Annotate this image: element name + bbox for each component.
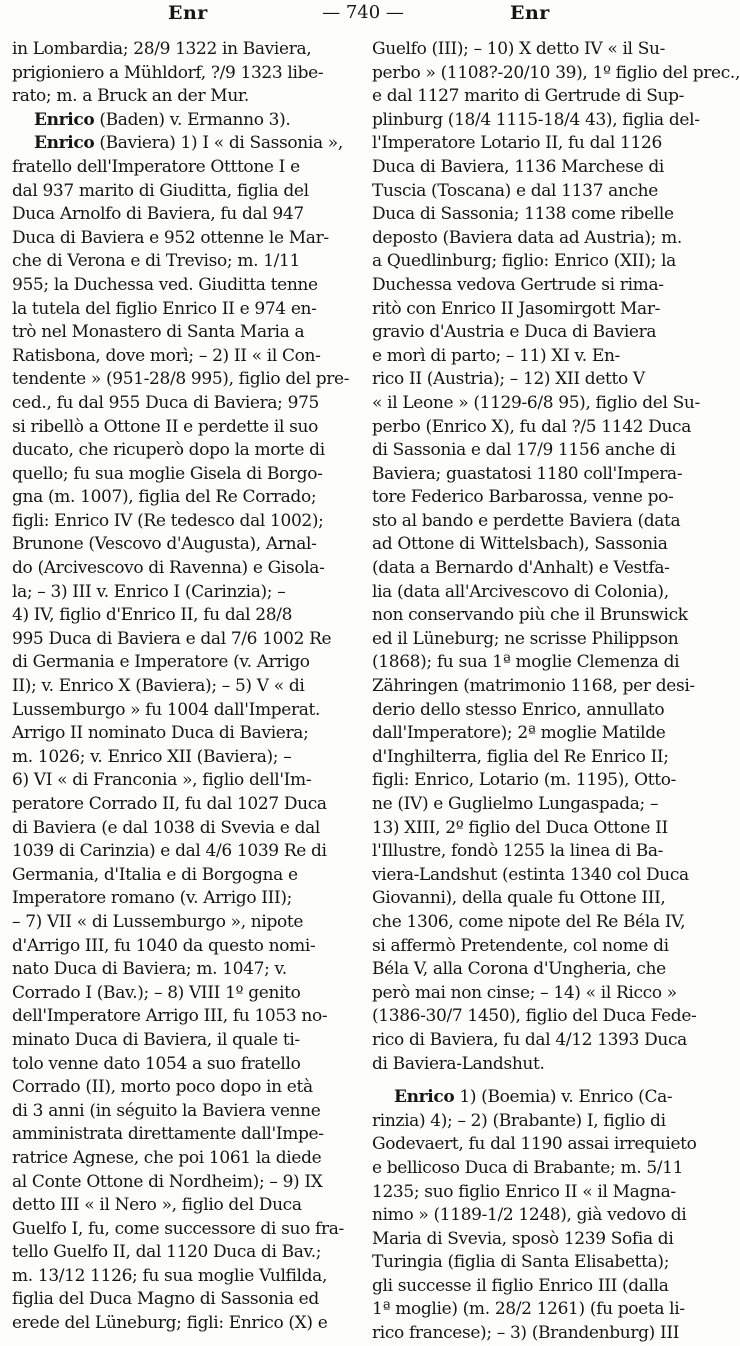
text-line: fratello dell'Imperatore Otttone I e <box>12 156 300 177</box>
text-line: amministrata direttamente dall'Impe- <box>12 1124 324 1145</box>
text-line: Enrico (Baviera) 1) I « di Sassonia », <box>34 133 343 154</box>
text-line: Turingia (figlia di Santa Elisabetta); <box>372 1252 670 1273</box>
text-line: « il Leone » (1129-6/8 95), figlio del Su- <box>372 392 700 413</box>
text-line: la tutela del figlio Enrico II e 974 en- <box>12 298 317 319</box>
header-left-word: Enr <box>168 2 208 24</box>
text-line: e dal 1127 marito di Gertrude di Sup- <box>372 86 685 107</box>
text-line: si ribellò a Ottone II e perdette il suo <box>12 416 318 437</box>
text-line: gli successe il figlio Enrico III (dalla <box>372 1275 669 1296</box>
text-line: Duchessa vedova Gertrude si rima- <box>372 274 664 295</box>
text-line: 13) XIII, 2º figlio del Duca Ottone II <box>372 817 668 838</box>
entry-headword: Enrico <box>394 1087 455 1108</box>
text-line: rato; m. a Bruck an der Mur. <box>12 86 249 107</box>
text-line: Zähringen (matrimonio 1168, per desi- <box>372 676 695 697</box>
text-line: Baviera; guastatosi 1180 coll'Impera- <box>372 463 683 484</box>
entry-headword: Enrico <box>34 109 95 130</box>
text-line: – 7) VII « di Lussemburgo », nipote <box>12 911 304 932</box>
entry-headword: Enrico <box>34 133 95 154</box>
text-line: 1235; suo figlio Enrico II « il Magna- <box>372 1181 676 1202</box>
text-line: Lussemburgo » fu 1004 dall'Imperat. <box>12 699 321 720</box>
text-line: gravio d'Austria e Duca di Baviera <box>372 322 657 343</box>
text-line: deposto (Baviera data ad Austria); m. <box>372 227 682 248</box>
text-line: Guelfo I, fu, come successore di suo fra- <box>12 1218 344 1239</box>
text-line: Maria di Svevia, sposò 1239 Sofia di <box>372 1228 674 1249</box>
text-line: Corrado (II), morto poco dopo in età <box>12 1077 313 1098</box>
text-line: quello; fu sua moglie Gisela di Borgo- <box>12 463 323 484</box>
text-line: erede del Lüneburg; figli: Enrico (X) e <box>12 1313 328 1334</box>
text-line: viera-Landshut (estinta 1340 col Duca <box>372 864 689 885</box>
page-number: — 740 — <box>322 2 404 23</box>
text-line: figli: Enrico IV (Re tedesco dal 1002); <box>12 510 324 531</box>
text-line: Duca Arnolfo di Baviera, fu dal 947 <box>12 204 304 225</box>
text-line: in Lombardia; 28/9 1322 in Baviera, <box>12 39 312 59</box>
text-line: lia (data all'Arcivescovo di Colonia), <box>372 581 669 602</box>
text-line: Imperatore romano (v. Arrigo III); <box>12 888 293 909</box>
text-line: l'Imperatore Lotario II, fu dal 1126 <box>372 133 662 154</box>
text-line: non conservando più che il Brunswick <box>372 605 688 626</box>
text-line <box>372 1076 709 1086</box>
text-line: tolo venne dato 1054 a suo fratello <box>12 1053 301 1074</box>
text-line: dell'Imperatore Arrigo III, fu 1053 no- <box>12 1006 328 1027</box>
text-line: (1868); fu sua 1ª moglie Clemenza di <box>372 652 680 673</box>
text-line: l'Illustre, fondò 1255 la linea di Ba- <box>372 841 664 862</box>
text-line: tore Federico Barbarossa, venne po- <box>372 487 674 508</box>
text-line: ritò con Enrico II Jasomirgott Mar- <box>372 298 660 319</box>
text-line: di Germania e Imperatore (v. Arrigo <box>12 652 310 673</box>
text-line: ced., fu dal 955 Duca di Baviera; 975 <box>12 392 320 413</box>
text-line: 6) VI « di Franconia », figlio dell'Im- <box>12 770 312 791</box>
text-line: 1ª moglie) (m. 28/2 1261) (fu poeta li- <box>372 1299 685 1320</box>
text-line: rico II (Austria); – 12) XII detto V <box>372 369 645 390</box>
text-line: d'Arrigo III, fu 1040 da questo nomi- <box>12 935 316 956</box>
text-line: II); v. Enrico X (Baviera); – 5) V « di <box>12 676 305 697</box>
text-line: 955; la Duchessa ved. Giuditta tenne <box>12 274 318 295</box>
left-text-column <box>12 38 354 1334</box>
text-line: rinzia) 4); – 2) (Brabante) I, figlio di <box>372 1110 666 1131</box>
text-line: gna (m. 1007), figlia del Re Corrado; <box>12 487 317 508</box>
text-line: figli: Enrico, Lotario (m. 1195), Otto- <box>372 770 676 791</box>
text-line: e morì di parto; – 11) XI v. En- <box>372 345 620 366</box>
text-line: che di Verona e di Treviso; m. 1/11 <box>12 251 300 272</box>
text-line: rico francese); – 3) (Brandenburg) III <box>372 1323 680 1344</box>
text-line: di 3 anni (in séguito la Baviera venne <box>12 1100 321 1121</box>
text-line: Tuscia (Toscana) e dal 1137 anche <box>372 180 658 201</box>
text-line: plinburg (18/4 1115-18/4 43), figlia del- <box>372 109 700 130</box>
text-line: la; – 3) III v. Enrico I (Carinzia); – <box>12 581 286 602</box>
text-line: Guelfo (III); – 10) X detto IV « il Su- <box>372 39 665 59</box>
text-line: perbo » (1108?-20/10 39), 1º figlio del prec., <box>372 62 740 83</box>
text-line: (1386-30/7 1450), figlio del Duca Fede- <box>372 1006 697 1027</box>
text-line: 4) IV, figlio d'Enrico II, fu dal 28/8 <box>12 605 293 626</box>
text-line: minato Duca di Baviera, il quale ti- <box>12 1029 300 1050</box>
text-line: ne (IV) e Guglielmo Lungaspada; – <box>372 794 659 814</box>
text-line: (data a Bernardo d'Anhalt) e Vestfa- <box>372 558 670 579</box>
text-line: ad Ottone di Wittelsbach), Sassonia <box>372 534 668 555</box>
text-line: al Conte Ottone di Nordheim); – 9) IX <box>12 1171 323 1192</box>
text-line: detto III « il Nero », figlio del Duca <box>12 1195 302 1216</box>
right-text-column <box>372 38 740 1344</box>
text-line: nimo » (1189-1/2 1248), già vedovo di <box>372 1205 687 1226</box>
text-line: Godevaert, fu dal 1190 assai irrequieto <box>372 1134 697 1155</box>
text-line: Enrico (Baden) v. Ermanno 3). <box>34 109 291 130</box>
running-header <box>0 2 718 28</box>
text-line: rico di Baviera, fu dal 4/12 1393 Duca <box>372 1029 687 1050</box>
text-line: a Quedlinburg; figlio: Enrico (XII); la <box>372 251 676 272</box>
text-line: do (Arcivescovo di Ravenna) e Gisola- <box>12 558 325 579</box>
text-line: Duca di Baviera, 1136 Marchese di <box>372 156 664 177</box>
text-line: dal 937 marito di Giuditta, figlia del <box>12 180 309 201</box>
text-line: Corrado I (Bav.); – 8) VIII 1º genito <box>12 982 301 1003</box>
text-line: Duca di Baviera e 952 ottenne le Mar- <box>12 227 329 248</box>
text-line: 995 Duca di Baviera e dal 7/6 1002 Re <box>12 628 332 649</box>
text-line: Arrigo II nominato Duca di Baviera; <box>12 723 309 744</box>
text-line: però mai non cinse; – 14) « il Ricco » <box>372 982 677 1003</box>
text-line: si affermò Pretendente, col nome di <box>372 935 669 956</box>
text-line: d'Inghilterra, figlia del Re Enrico II; <box>372 746 669 767</box>
header-right-word: Enr <box>510 2 550 24</box>
text-line: Brunone (Vescovo d'Augusta), Arnal- <box>12 534 317 555</box>
text-line: sto al bando e perdette Baviera (data <box>372 510 681 531</box>
text-line: figlia del Duca Magno di Sassonia ed <box>12 1289 319 1310</box>
text-line: nato Duca di Baviera; m. 1047; v. <box>12 959 287 980</box>
text-line: ratrice Agnese, che poi 1061 la diede <box>12 1147 322 1168</box>
text-line: Ratisbona, dove morì; – 2) II « il Con- <box>12 345 321 366</box>
text-line: derio dello stesso Enrico, annullato <box>372 699 665 720</box>
text-line: Giovanni), della quale fu Ottone III, <box>372 888 666 909</box>
text-line: Enrico 1) (Boemia) v. Enrico (Ca- <box>394 1087 673 1108</box>
text-line: m. 1026; v. Enrico XII (Baviera); – <box>12 746 292 767</box>
text-line: di Baviera-Landshut. <box>372 1053 545 1074</box>
text-line: di Baviera (e dal 1038 di Svevia e dal <box>12 817 320 838</box>
text-line: ducato, che ricuperò dopo la morte di <box>12 440 325 461</box>
text-line: trò nel Monastero di Santa Maria a <box>12 322 305 343</box>
text-line: perbo (Enrico X), fu dal ?/5 1142 Duca <box>372 416 692 437</box>
text-line: m. 13/12 1126; fu sua moglie Vulfilda, <box>12 1265 328 1286</box>
text-line: prigioniero a Mühldorf, ?/9 1323 libe- <box>12 62 324 83</box>
text-line: 1039 di Carinzia) e dal 4/6 1039 Re di <box>12 841 327 862</box>
text-line: Duca di Sassonia; 1138 come ribelle <box>372 204 674 225</box>
text-line: che 1306, come nipote del Re Béla IV, <box>372 911 686 932</box>
text-line: Béla V, alla Corona d'Ungheria, che <box>372 959 666 980</box>
text-line: dall'Imperatore); 2ª moglie Matilde <box>372 723 666 744</box>
text-line: tendente » (951-28/8 995), figlio del pre- <box>12 369 350 390</box>
text-line: ed il Lüneburg; ne scrisse Philippson <box>372 628 679 649</box>
text-line: di Sassonia e dal 17/9 1156 anche di <box>372 440 676 461</box>
text-line: e bellicoso Duca di Brabante; m. 5/11 <box>372 1157 684 1178</box>
text-line: tello Guelfo II, dal 1120 Duca di Bav.; <box>12 1242 322 1263</box>
text-line: peratore Corrado II, fu dal 1027 Duca <box>12 794 327 814</box>
text-line: Germania, d'Italia e di Borgogna e <box>12 864 298 885</box>
